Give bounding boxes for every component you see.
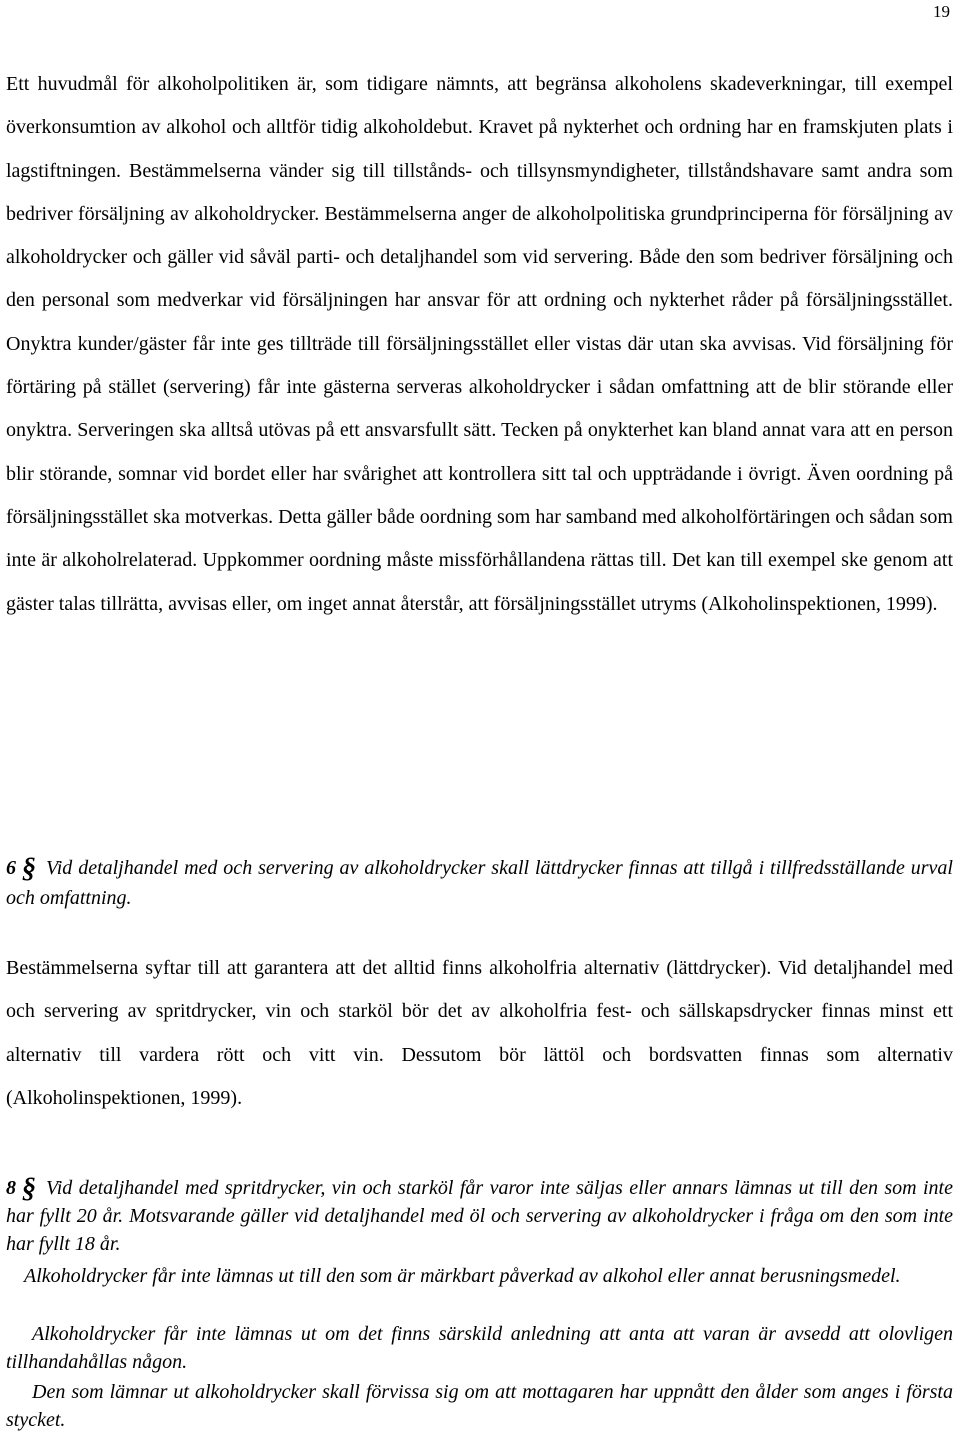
law-section-8-paragraph-4: Den som lämnar ut alkoholdrycker skall förvissa sig om att mottagaren har uppnått den ålder som anges i första stycket. (6, 1381, 953, 1431)
body-paragraph-alcohol-free-alternatives: Bestämmelserna syftar till att garantera att det alltid finns alkoholfria alternativ (lättdrycker). Vid detaljhandel med och servering av spritdrycker, vin och starköl bör det av alkoholfria fest- och sällskapsdrycker finnas minst ett alternativ till vardera rött och vitt vin. Dessutom bör lättöl och bordsvatten finnas som alternativ (Alkoholinspektionen, 1999). (6, 957, 953, 1109)
law-section-8-paragraph-3: Alkoholdrycker får inte lämnas ut om det finns särskild anledning att anta att varan är avsedd att olovligen tillhandahållas någon. (6, 1323, 953, 1373)
law-section-8-text: Vid detaljhandel med spritdrycker, vin och starköl får varor inte säljas eller annars lämnas ut till den som inte har fyllt 20 år. Motsvarande gäller vid detaljhandel med öl och servering av alkoholdrycker i fråga om den som inte har fyllt 18 år. (6, 1177, 953, 1255)
law-section-8-paragraph-2: Alkoholdrycker får inte lämnas ut till den som är märkbart påverkad av alkohol eller annat berusningsmedel. (24, 1265, 901, 1287)
section-sign-icon: § (22, 1173, 36, 1204)
section-sign-icon: § (22, 853, 36, 884)
body-paragraph-alcohol-policy: Ett huvudmål för alkoholpolitiken är, som tidigare nämnts, att begränsa alkoholens skadeverkningar, till exempel överkonsumtion av alkohol och alltför tidig alkoholdebut. Kravet på nykterhet och ordning har en framskjuten plats i lagstiftningen. Bestämmelserna vänder sig till tillstånds- och tillsynsmyndigheter, tillståndshavare samt andra som bedriver försäljning av alkoholdrycker. Bestämmelserna anger de alkoholpolitiska grundprinciperna för försäljning av alkoholdrycker och gäller vid såväl parti- och detaljhandel som vid servering. Både den som bedriver försäljning och den personal som medverkar vid försäljningen har ansvar för att ordning och nykterhet råder på försäljningsstället. Onyktra kunder/gäster får inte ges tillträde till försäljningsstället eller vistas där utan ska avvisas. Vid försäljning för förtäring på stället (servering) får inte gästerna serveras alkoholdrycker i sådan omfattning att de blir störande eller onyktra. Serveringen ska alltså utövas på ett ansvarsfullt sätt. Tecken på onykterhet kan bland annat vara att en person blir störande, somnar vid bordet eller har svårighet att kontrollera sitt tal och uppträdande i övrigt. Även oordning på försäljningsstället ska motverkas. Detta gäller både oordning som har samband med alkoholförtäringen och sådan som inte är alkoholrelaterad. Uppkommer oordning måste missförhållandena rättas till. Det kan till exempel ske genom att gäster talas tillrätta, avvisas eller, om inget annat återstår, att försäljningsstället utryms (Alkoholinspektionen, 1999). (6, 73, 953, 615)
law-section-6-text: Vid detaljhandel med och servering av alkoholdrycker skall lättdrycker finnas att tillgå i tillfredsställande urval och omfattning. (6, 857, 953, 909)
page-number: 19 (933, 2, 950, 21)
section-number: 8 (6, 1177, 16, 1199)
law-section-6 (6, 853, 953, 913)
section-number: 6 (6, 857, 16, 879)
law-section-8 (6, 1174, 953, 1258)
